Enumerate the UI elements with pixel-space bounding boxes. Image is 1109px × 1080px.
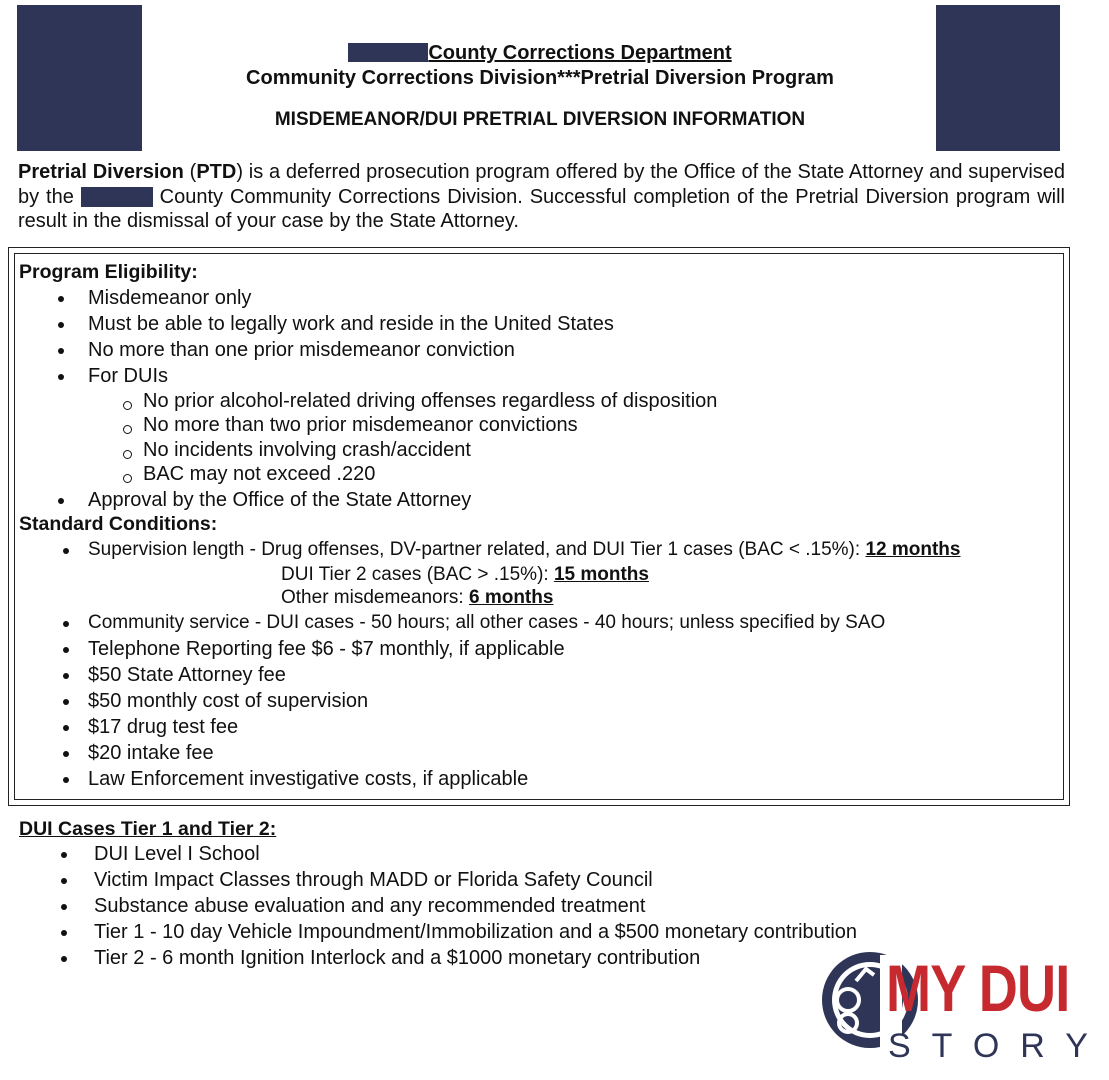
- intro-term: Pretrial Diversion: [18, 161, 184, 183]
- division-title: Community Corrections Division***Pretrial Diversion Program: [246, 67, 834, 89]
- bullet: [61, 930, 67, 936]
- intro-abbr: PTD: [196, 161, 237, 183]
- dui-case-item: Substance abuse evaluation and any recommended treatment: [94, 895, 646, 917]
- logo-wordmark-secondary: STORY: [888, 1027, 1109, 1065]
- condition-item: Telephone Reporting fee $6 - $7 monthly, if applicable: [88, 638, 565, 660]
- document-title: MISDEMEANOR/DUI PRETRIAL DIVERSION INFORMATION: [274, 109, 806, 130]
- bullet: [63, 621, 69, 627]
- supervision-other-value: 6 months: [468, 587, 554, 608]
- dui-sub-item: No prior alcohol-related driving offenses regardless of disposition: [143, 390, 718, 412]
- supervision-length-line3: [281, 587, 553, 609]
- supervision-line1-text: Supervision length - Drug offenses, DV-partner related, and DUI Tier 1 cases (BAC < .15%):: [88, 539, 866, 560]
- dui-sub-item: No incidents involving crash/accident: [143, 439, 471, 461]
- county-name-redaction: [348, 43, 428, 62]
- bullet: [58, 374, 64, 380]
- bullet: [63, 647, 69, 653]
- sub-bullet: [123, 425, 132, 434]
- bullet: [63, 673, 69, 679]
- intro-text-a: is a deferred prosecution program offered by the Office of the State Attorney and supervised by the: [18, 161, 1066, 208]
- condition-item: $17 drug test fee: [88, 716, 239, 738]
- condition-item: Law Enforcement investigative costs, if applicable: [88, 768, 529, 790]
- bullet: [58, 296, 64, 302]
- bullet: [63, 548, 69, 554]
- sub-bullet: [123, 474, 132, 483]
- bullet: [63, 725, 69, 731]
- dui-case-item: Tier 2 - 6 month Ignition Interlock and a $1000 monetary contribution: [94, 947, 701, 969]
- supervision-tier2-value: 15 months: [553, 564, 649, 585]
- bullet: [61, 878, 67, 884]
- condition-item: Community service - DUI cases - 50 hours; all other cases - 40 hours; unless specified by SAO: [88, 612, 886, 633]
- bullet: [58, 498, 64, 504]
- sub-bullet: [123, 401, 132, 410]
- condition-item: $50 monthly cost of supervision: [88, 690, 369, 712]
- bullet: [63, 699, 69, 705]
- eligibility-item: Must be able to legally work and reside in the United States: [88, 313, 614, 335]
- intro-text-b: County Community Corrections Division. Successful completion of the Pretrial Diversion program will result in the dismissal of your case by the State Attorney.: [18, 185, 1065, 232]
- dui-sub-item: BAC may not exceed .220: [143, 463, 376, 485]
- supervision-length-line1: [88, 539, 960, 561]
- bullet: [61, 904, 67, 910]
- bullet: [63, 751, 69, 757]
- bullet: [63, 777, 69, 783]
- bullet: [61, 852, 67, 858]
- condition-item: $50 State Attorney fee: [88, 664, 286, 686]
- intro-county-redaction: [81, 187, 153, 207]
- bullet: [58, 348, 64, 354]
- supervision-line3-text: Other misdemeanors:: [281, 587, 469, 608]
- conditions-heading: Standard Conditions:: [19, 513, 218, 535]
- dui-case-item: DUI Level I School: [94, 843, 260, 865]
- dui-case-item: Victim Impact Classes through MADD or Florida Safety Council: [94, 869, 653, 891]
- dui-cases-heading: DUI Cases Tier 1 and Tier 2:: [19, 818, 277, 840]
- dui-case-item: Tier 1 - 10 day Vehicle Impoundment/Immobilization and a $500 monetary contribution: [94, 921, 858, 943]
- eligibility-heading: Program Eligibility:: [19, 261, 198, 283]
- sub-bullet: [123, 450, 132, 459]
- eligibility-item: Approval by the Office of the State Attorney: [88, 489, 472, 511]
- supervision-length-line2: [281, 564, 649, 586]
- supervision-line2-text: DUI Tier 2 cases (BAC > .15%):: [281, 564, 554, 585]
- bullet: [58, 322, 64, 328]
- bullet: [61, 956, 67, 962]
- eligibility-item: No more than one prior misdemeanor conviction: [88, 339, 515, 361]
- eligibility-item: Misdemeanor only: [88, 287, 252, 309]
- county-dept-text: County Corrections Department: [428, 42, 732, 64]
- eligibility-item: For DUIs: [88, 365, 168, 387]
- county-dept-title: [0, 42, 1080, 65]
- intro-paragraph: Pretrial Diversion (PTD) is a deferred prosecution program offered by the Office of the State Attorney and supervised by the County Community Corrections Division. Successful completion of the Pretrial Diversion program will result in the dismissal of your case by the State Attorney.: [18, 161, 1066, 232]
- logo-wordmark-primary: MY DUI: [886, 951, 1070, 1025]
- dui-sub-item: No more than two prior misdemeanor convictions: [143, 414, 578, 436]
- condition-item: $20 intake fee: [88, 742, 214, 764]
- supervision-tier1-value: 12 months: [865, 539, 961, 560]
